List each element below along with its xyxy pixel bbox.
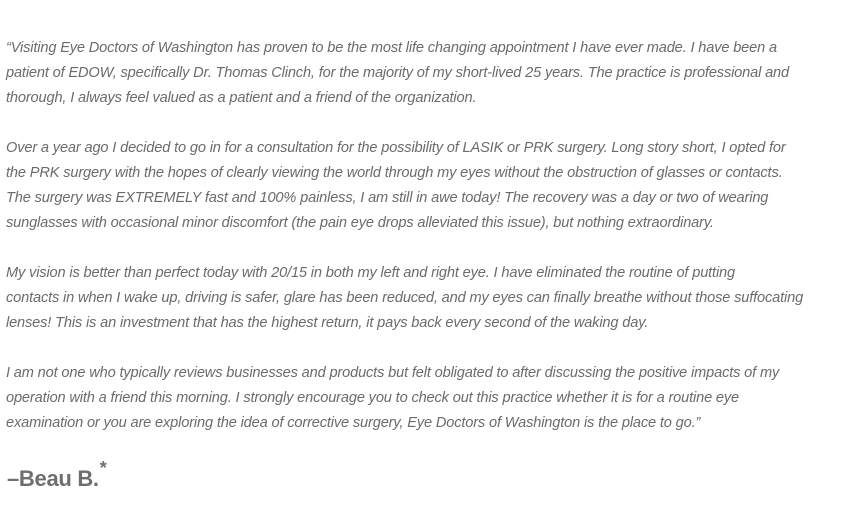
author-name: –Beau B. <box>7 466 99 491</box>
testimonial-author <box>7 458 107 492</box>
testimonial-paragraph-2: Over a year ago I decided to go in for a consultation for the possibility of LASIK or PRK surgery. Long story short, I opted for the PRK surgery with the hopes of clearly viewing the world through my eyes without the obstruction of glasses or contacts. The surgery was EXTREMELY fast and 100% painless, I am still in awe today! The recovery was a day or two of wearing sunglasses with occasional minor discomfort (the pain eye drops alleviated this issue), but nothing extraordinary. <box>6 140 786 231</box>
testimonial-paragraph-3: My vision is better than perfect today with 20/15 in both my left and right eye. I have eliminated the routine of putting contacts in when I wake up, driving is safer, glare has been reduced, and my eyes can finally breathe without those suffocating lenses! This is an investment that has the highest return, it pays back every second of the waking day. <box>6 265 804 331</box>
testimonial-body <box>6 36 856 461</box>
testimonial-paragraph-4: I am not one who typically reviews businesses and products but felt obligated to after discussing the positive impacts of my operation with a friend this morning. I strongly encourage you to check out this practice whether it is for a routine eye examination or you are exploring the idea of corrective surgery, Eye Doctors of Washington is the place to go.” <box>6 365 780 431</box>
testimonial-paragraph-1: “Visiting Eye Doctors of Washington has proven to be the most life changing appointment I have ever made. I have been a patient of EDOW, specifically Dr. Thomas Clinch, for the majority of my short-lived 25 years. The practice is professional and thorough, I always feel valued as a patient and a friend of the organization. <box>6 40 789 106</box>
author-asterisk: * <box>99 458 107 478</box>
